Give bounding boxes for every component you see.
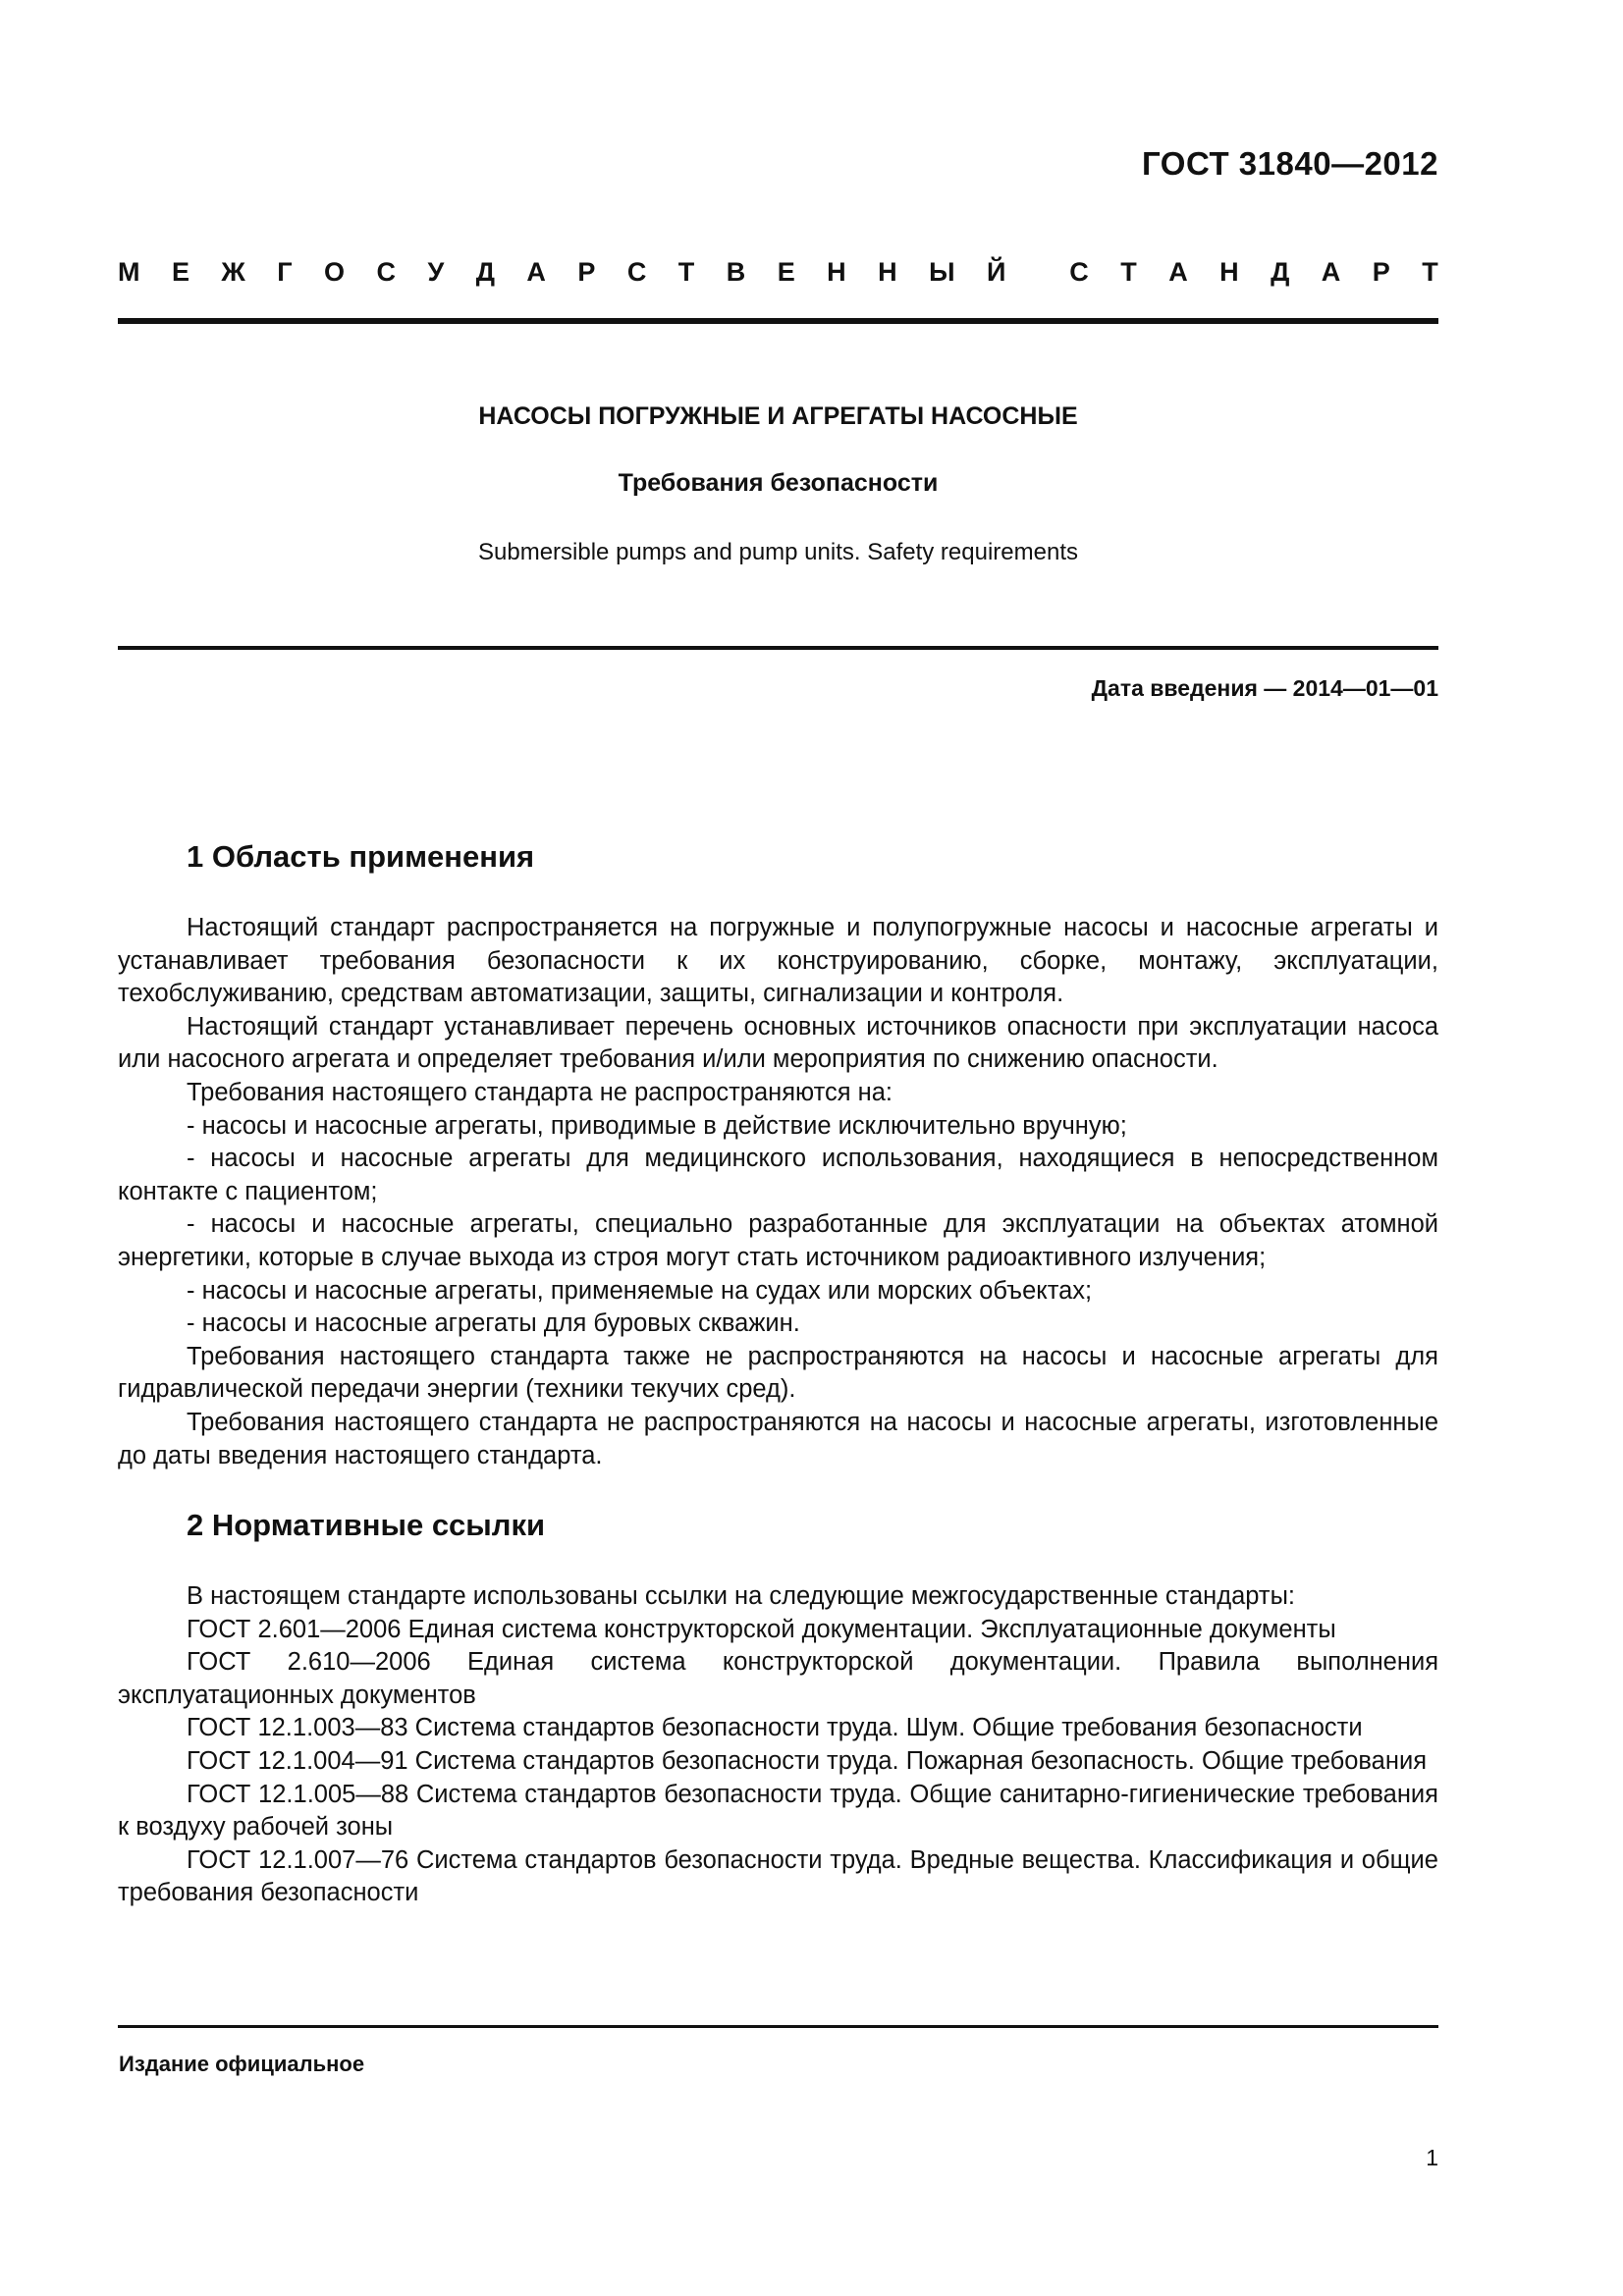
footer-rule bbox=[118, 2025, 1438, 2028]
banner-letter: Р bbox=[577, 257, 596, 287]
document-subtitle: Требования безопасности bbox=[618, 469, 939, 497]
reference-item: ГОСТ 12.1.005—88 Система стандартов безопасности труда. Общие санитарно-гигиенические требования к воздуху рабочей зоны bbox=[118, 1780, 1438, 1842]
paragraph: Требования настоящего стандарта также не распространяются на насосы и насосные агрегаты для гидравлической передачи энергии (техники текучих сред). bbox=[118, 1342, 1438, 1404]
banner-letter: Д bbox=[475, 257, 495, 287]
banner-letter: Н bbox=[827, 257, 846, 287]
paragraph: Настоящий стандарт распространяется на погружные и полупогружные насосы и насосные агрегаты и устанавливает требования безопасности к их конструированию, сборке, монтажу, эксплуатации, техобслуживанию, средствам автоматизации, защиты, сигнализации и контроля. bbox=[118, 914, 1438, 1008]
paragraph: Настоящий стандарт устанавливает перечень основных источников опасности при эксплуатации насоса или насосного агрегата и определяет требования и/или мероприятия по снижению опасности. bbox=[118, 1012, 1438, 1074]
paragraph: Требования настоящего стандарта не распространяются на: bbox=[187, 1078, 893, 1106]
section-2-heading: 2 Нормативные ссылки bbox=[187, 1508, 546, 1542]
banner-letter: С bbox=[376, 257, 397, 287]
reference-item: ГОСТ 12.1.004—91 Система стандартов безопасности труда. Пожарная безопасность. Общие требования bbox=[187, 1746, 1427, 1775]
list-item: - насосы и насосные агрегаты, приводимые в действие исключительно вручную; bbox=[187, 1111, 1127, 1140]
paragraph: Требования настоящего стандарта не распространяются на насосы и насосные агрегаты, изготовленные до даты введения настоящего стандарта. bbox=[118, 1408, 1438, 1469]
banner-letter: О bbox=[324, 257, 346, 287]
document-title: НАСОСЫ ПОГРУЖНЫЕ И АГРЕГАТЫ НАСОСНЫЕ bbox=[478, 402, 1078, 430]
banner-letter: Е bbox=[777, 257, 795, 287]
banner-letter: Й bbox=[986, 257, 1006, 287]
section-1-heading: 1 Область применения bbox=[187, 839, 535, 874]
section-1-body bbox=[118, 912, 1438, 1472]
banner-letter: Ж bbox=[221, 257, 245, 287]
banner-letter: Т bbox=[1422, 257, 1438, 287]
reference-item: ГОСТ 12.1.007—76 Система стандартов безопасности труда. Вредные вещества. Классификация и общие требования безопасности bbox=[118, 1845, 1438, 1907]
reference-item: ГОСТ 12.1.003—83 Система стандартов безопасности труда. Шум. Общие требования безопасности bbox=[187, 1714, 1363, 1742]
banner-letter: Г bbox=[277, 257, 293, 287]
section-2-body bbox=[118, 1580, 1438, 1910]
banner-letter: Н bbox=[1219, 257, 1239, 287]
list-item: - насосы и насосные агрегаты для медицинского использования, находящиеся в непосредственном контакте с пациентом; bbox=[118, 1145, 1438, 1205]
list-item: - насосы и насосные агрегаты для буровых скважин. bbox=[187, 1309, 800, 1338]
banner-letter: Н bbox=[878, 257, 897, 287]
banner-letter: М bbox=[118, 257, 140, 287]
banner-letter: С bbox=[1069, 257, 1089, 287]
list-item: - насосы и насосные агрегаты, специально разработанные для эксплуатации на объектах атомной энергетики, которые в случае выхода из строя могут стать источником радиоактивного излучения; bbox=[118, 1210, 1438, 1271]
banner-letter: А bbox=[1168, 257, 1188, 287]
banner-letter: С bbox=[626, 257, 647, 287]
interstate-standard-banner bbox=[118, 257, 1438, 288]
banner-letter: В bbox=[726, 257, 746, 287]
list-item: - насосы и насосные агрегаты, применяемые на судах или морских объектах; bbox=[187, 1276, 1093, 1305]
banner-letter: Е bbox=[171, 257, 189, 287]
banner-letter: Ы bbox=[929, 257, 955, 287]
banner-letter: Т bbox=[1120, 257, 1137, 287]
reference-item: ГОСТ 2.610—2006 Единая система конструкторской документации. Правила выполнения эксплуатационных документов bbox=[118, 1648, 1438, 1709]
official-edition-label: Издание официальное bbox=[119, 2052, 365, 2076]
references-intro: В настоящем стандарте использованы ссылки на следующие межгосударственные стандарты: bbox=[187, 1582, 1295, 1610]
banner-letter: Т bbox=[677, 257, 695, 287]
document-title-english: Submersible pumps and pump units. Safety requirements bbox=[478, 539, 1078, 565]
gost-number: ГОСТ 31840—2012 bbox=[1142, 145, 1438, 182]
banner-letter: А bbox=[526, 257, 546, 287]
introduction-date: Дата введения — 2014—01—01 bbox=[1091, 675, 1438, 701]
banner-letter: У bbox=[427, 257, 445, 287]
banner-letter: А bbox=[1321, 257, 1341, 287]
page-number: 1 bbox=[1426, 2145, 1438, 2170]
title-rule bbox=[118, 646, 1438, 650]
banner-letter: Р bbox=[1372, 257, 1390, 287]
header-rule bbox=[118, 318, 1438, 324]
reference-item: ГОСТ 2.601—2006 Единая система конструкторской документации. Эксплуатационные документы bbox=[187, 1615, 1336, 1643]
banner-letter: Д bbox=[1271, 257, 1290, 287]
